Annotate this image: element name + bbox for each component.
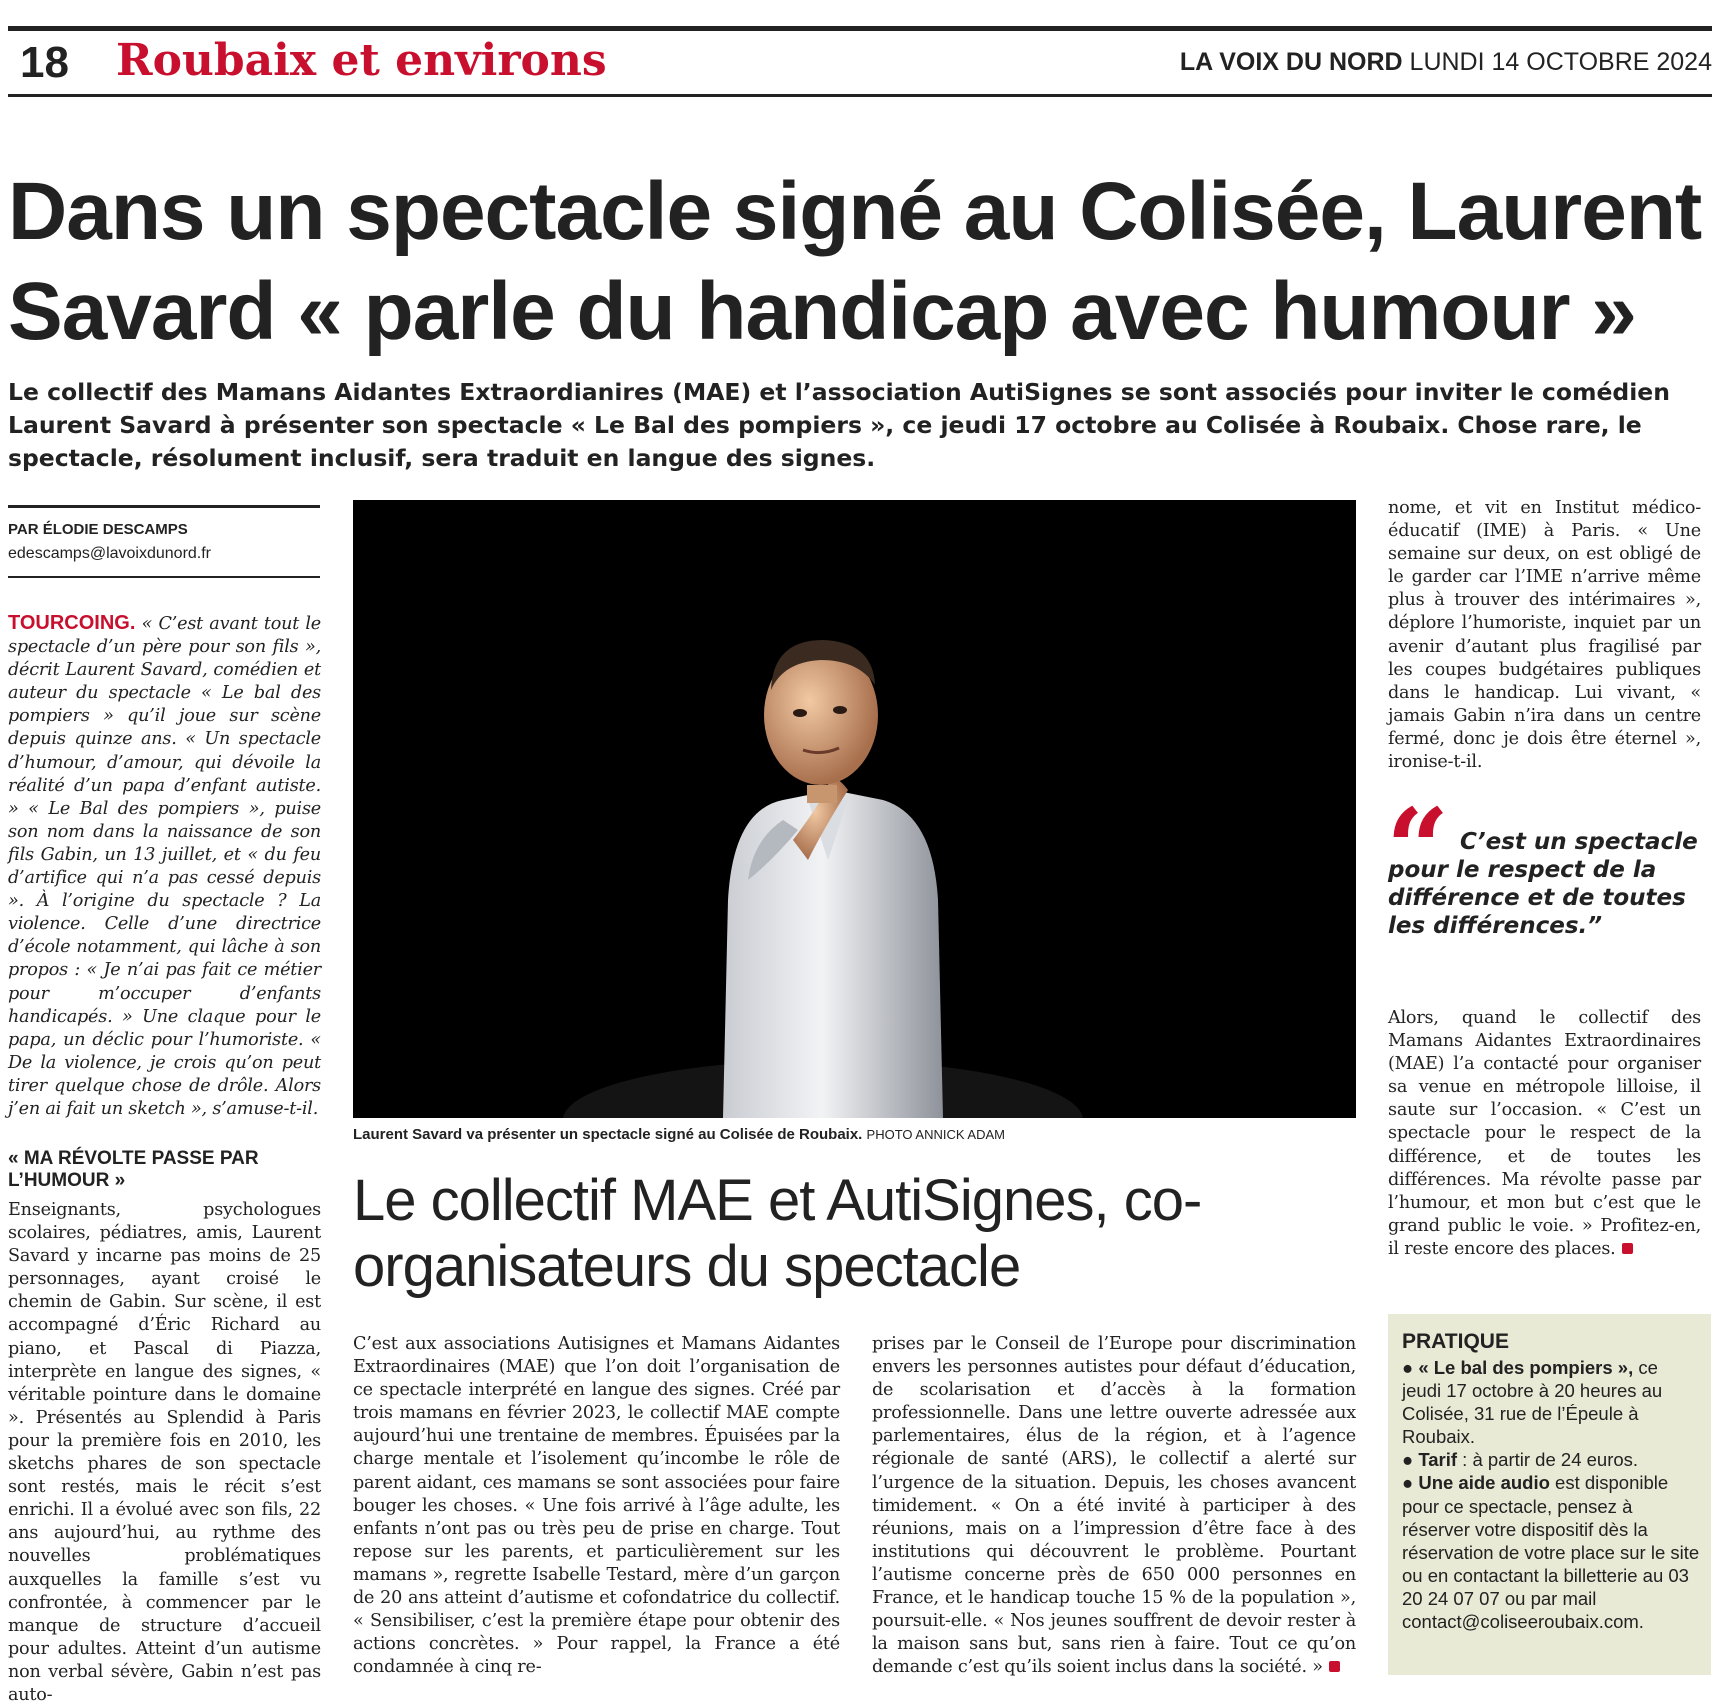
pratique-item: ● « Le bal des pompiers », ce jeudi 17 octobre à 20 heures au Colisée, 31 rue de l’Épeule à Roubaix. [1402, 1357, 1663, 1448]
header-bottom-rule [8, 94, 1712, 97]
end-mark-icon [1329, 1661, 1340, 1672]
column-4-text: nome, et vit en Institut médico-éducatif (IME) à Paris. « Une semaine sur deux, on est obligé de le garder car l’IME n’arrive même plus à trouver des intérimaires », déplore l’humoriste, inquiet par un avenir d’autant plus fragilisé par les coupes budgétaires publiques dans le handicap. Lui vivant, « jamais Gabin n’ira dans un centre fermé, donc je dois être éternel », ironise-t-il. [1388, 498, 1701, 773]
column-2-text: C’est aux associations Autisignes et Mamans Aidantes Extraordinaires (MAE) que l’on doit l’organisation de ce spectacle interprété en langue des signes. Créé par trois mamans en février 2023, le collectif MAE compte aujourd’hui une trentaine de membres. Épuisées par la charge mentale et l’isolement qu’incombe le rôle de parent aidant, ces mamans se sont associées pour faire bouger les choses. « Une fois arrivé à l’âge adulte, les enfants n’ont pas ou très peu de prise en charge. Tout repose sur les parents, et particulièrement sur les mamans », regrette Isabelle Testard, mère d’un garçon de 20 ans atteint d’autisme et cofondatrice du collectif. « Sensibiliser, c’est la première étape pour obtenir des actions concrètes. » Pour rappel, la France a été condamnée à cinq re- [353, 1334, 840, 1678]
photo-caption [353, 1126, 1005, 1143]
issue-date: LUNDI 14 OCTOBRE 2024 [1409, 48, 1712, 76]
column-3-text: prises par le Conseil de l’Europe pour discrimination envers les personnes autistes pour défaut d’éducation, de scolarisation et d’accès à la formation professionnelle. Dans une lettre ouverte adressée aux parlementaires, élus de la région, et à l’agence régionale de santé (ARS), le collectif a alerté sur l’urgence de la situation. Depuis, les choses avancent timidement. « On a été invité à participer à des réunions, mais on a l’impression d’être face à des institutions qui découvrent le problème. Pourtant l’autisme concerne près de 650 000 personnes en France, et le handicap touche 15 % de la population », poursuit-elle. « Nos jeunes souffrent de devoir rester à la maison sans but, sans rien à faire. Tout ce qu’on demande c’est qu’ils soient inclus dans la société. » [872, 1334, 1356, 1678]
section-title: Roubaix et environs [116, 35, 607, 86]
quote-close-icon: ” [1587, 913, 1603, 939]
quote-open-icon: “ [1386, 784, 1450, 913]
byline-rule-bottom [8, 576, 320, 578]
end-mark-icon [1622, 1243, 1633, 1254]
pull-quote-text: C’est un spectacle pour le respect de la différence et de toutes les différences. [1388, 829, 1698, 939]
column-1-continued [8, 1199, 321, 1707]
column-4 [1388, 497, 1701, 774]
pratique-item-bold: Tarif [1418, 1449, 1458, 1471]
secondary-headline: Le collectif MAE et AutiSignes, co-organisateurs du spectacle [353, 1168, 1202, 1299]
page-number: 18 [20, 38, 69, 87]
pratique-item-bold: Une aide audio [1418, 1472, 1550, 1494]
paper-name: LA VOIX DU NORD [1179, 48, 1403, 76]
column-1b-text: Enseignants, psychologues scolaires, pédiatres, amis, Laurent Savard y incarne pas moins de 25 personnages, ayant croisé le chemin de Gabin. Sur scène, il est accompagné d’Éric Richard au piano, et Pascal di Piazza, interprète en langue des signes, « véritable pointure dans le domaine ». Présentés au Splendid à Paris pour la première fois en 2010, les sketchs phares de son spectacle sont restés, mais le récit s’est enrichi. Il a évolué avec son fils, 22 ans aujourd’hui, au rythme des nouvelles problématiques auxquelles la famille s’est vu confrontée, à commencer par le manque de structure d’accueil pour adultes. Atteint d’un autisme non verbal sévère, Gabin n’est pas auto- [8, 1200, 321, 1705]
caption-text: Laurent Savard va présenter un spectacle signé au Colisée de Roubaix. [353, 1126, 863, 1143]
article-lede: Le collectif des Mamans Aidantes Extraordianires (MAE) et l’association AutiSignes se sont associés pour inviter le comédien Laurent Savard à présenter son spectacle « Le Bal des pompiers », ce jeudi 17 octobre au Colisée à Roubaix. Chose rare, le spectacle, résolument inclusif, sera traduit en langue des signes. [8, 378, 1670, 472]
pull-quote [1388, 828, 1718, 940]
pratique-item: ● Tarif : à partir de 24 euros. [1402, 1449, 1639, 1471]
author-email: edescamps@lavoixdunord.fr [8, 545, 212, 562]
pratique-body [1402, 1356, 1702, 1633]
article-photo [353, 500, 1356, 1118]
pratique-item-bold: « Le bal des pompiers », [1418, 1357, 1634, 1378]
column-1 [8, 612, 321, 1121]
byline: PAR ÉLODIE DESCAMPS [8, 521, 188, 538]
pratique-item: ● Une aide audio est disponible pour ce spectacle, pensez à réserver votre dispositif dès la réservation de votre place sur le site ou en contactant la billetterie au 03 20 24 07 07 ou par mail contact@coliseeroubaix.com. [1402, 1472, 1700, 1633]
article-headline: Dans un spectacle signé au Colisée, Laurent Savard « parle du handicap avec humour » [8, 166, 1702, 357]
column-4-continued [1388, 1007, 1701, 1261]
pratique-item-text: est disponible pour ce spectacle, pensez à réserver votre dispositif dès la réservation de votre place sur le site ou en contactant la billetterie au 03 20 24 07 07 ou par mail contact@coliseeroubaix.com. [1402, 1472, 1700, 1633]
pratique-item-text: : à partir de 24 euros. [1457, 1449, 1639, 1471]
performer-photo-illustration [353, 500, 1356, 1118]
column-3 [872, 1333, 1356, 1679]
pratique-box [1388, 1314, 1711, 1675]
column-2 [353, 1333, 840, 1679]
dateline: TOURCOING. [8, 612, 136, 634]
column-4b-text: Alors, quand le collectif des Mamans Aidantes Extraordinaires (MAE) l’a contacté pour organiser sa venue en métropole lilloise, il saute sur l’occasion. « C’est un spectacle pour le respect de la différence, et de toutes les différences. Ma révolte passe par l’humour, et mon but c’est que le grand public le voie. » Profitez-en, il reste encore des places. [1388, 1008, 1701, 1259]
pratique-title: PRATIQUE [1402, 1330, 1509, 1353]
column-1-text: « C’est avant tout le spectacle d’un père pour son fils », décrit Laurent Savard, comédien et auteur du spectacle « Le bal des pompiers » qu’il joue sur scène depuis quinze ans. « Un spectacle d’humour, d’amour, qui dévoile la réalité d’un papa d’enfant autiste. » « Le Bal des pompiers », puise son nom dans la naissance de son fils Gabin, un 13 juillet, et « du feu d’artifice qui n’a pas cessé depuis ». À l’origine du spectacle ? La violence. Celle d’une directrice d’école notamment, qui lâche à son propos : « Je n’ai pas fait ce métier pour m’occuper d’enfants handicapés. » Une claque pour le papa, un déclic pour l’humoriste. « De la violence, je crois qu’on peut tirer quelque chose de drôle. Alors j’en ai fait un sketch », s’amuse-t-il. [8, 614, 321, 1119]
photo-credit: PHOTO ANNICK ADAM [866, 1127, 1005, 1142]
masthead [1180, 46, 1712, 78]
pratique-item-text: ce jeudi 17 octobre à 20 heures au Colisée, 31 rue de l’Épeule à Roubaix. [1402, 1357, 1663, 1448]
intertitle: « MA RÉVOLTE PASSE PAR L’HUMOUR » [8, 1148, 259, 1191]
header-top-rule [8, 26, 1712, 31]
byline-rule [8, 505, 320, 508]
